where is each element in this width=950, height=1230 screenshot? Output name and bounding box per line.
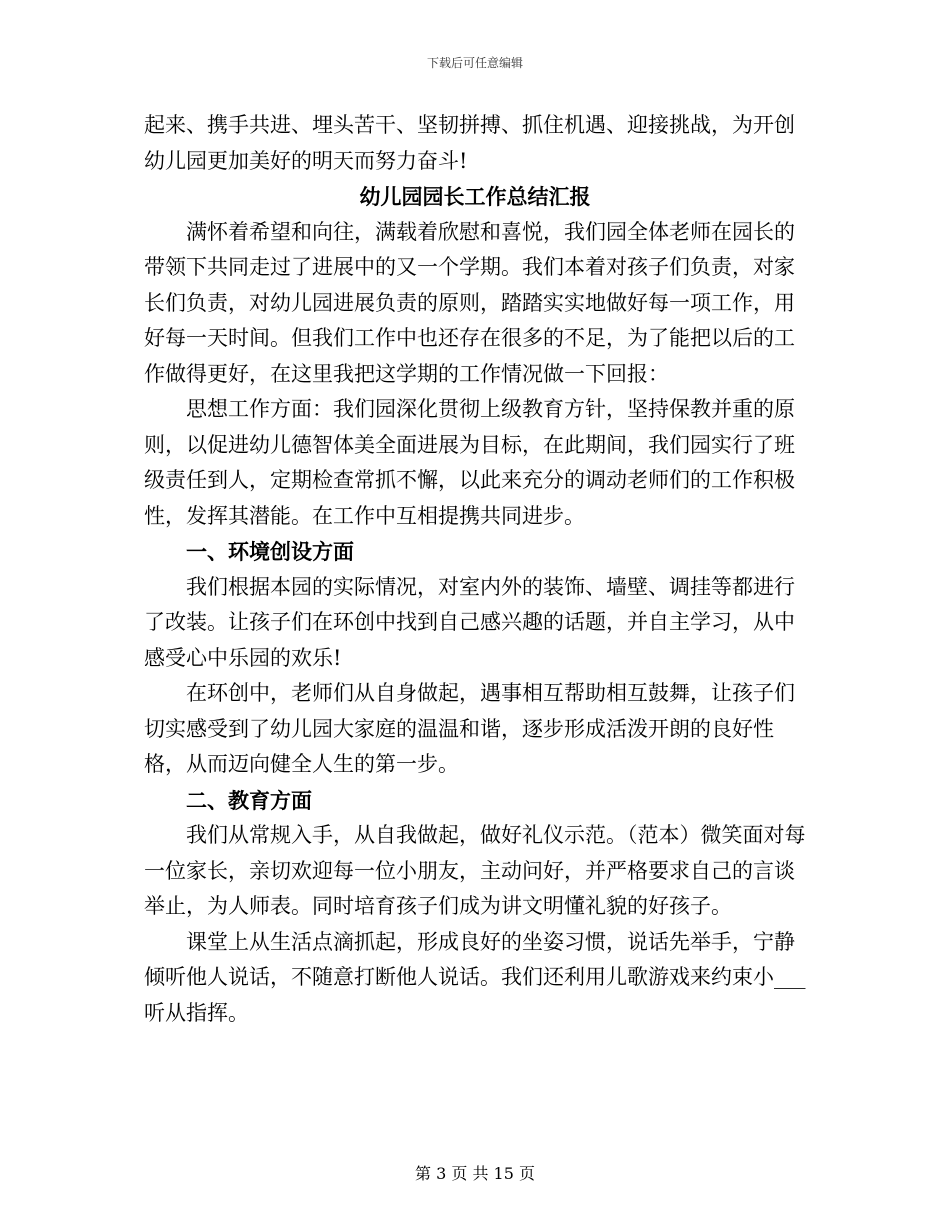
document-title: 幼儿园园长工作总结汇报 [359, 184, 591, 209]
page-header: 下载后可任意编辑 [426, 56, 523, 70]
document-body [144, 108, 806, 1031]
paragraph-ideology: 思想工作方面：我们园深化贯彻上级教育方针，坚持保教并重的原则，以促进幼儿德智体美全面进展为目标，在此期间，我们园实行了班级责任到人，定期检查常抓不懈，以此来充分的调动老师们的工作积极性，发挥其潜能。在工作中互相提携共同进步。 [144, 397, 795, 528]
section-heading-education: 二、教育方面 [186, 787, 312, 813]
paragraph-intro: 满怀着希望和向往，满载着欣慰和喜悦，我们园全体老师在园长的带领下共同走过了进展中的又一个学期。我们本着对孩子们负责，对家长们负责，对幼儿园进展负责的原则，踏踏实实地做好每一项工作，用好每一天时间。但我们工作中也还存在很多的不足，为了能把以后的工作做得更好，在这里我把这学期的工作情况做一下回报： [144, 219, 795, 386]
page-footer: 第 3 页 共 15 页 [415, 1164, 535, 1183]
paragraph-continuation: 起来、携手共进、埋头苦干、坚韧拼搏、抓住机遇、迎接挑战，为开创幼儿园更加美好的明天而努力奋斗! [144, 113, 795, 173]
paragraph-environment-2: 在环创中，老师们从自身做起，遇事相互帮助相互鼓舞，让孩子们切实感受到了幼儿园大家庭的温温和谐，逐步形成活泼开朗的良好性格，从而迈向健全人生的第一步。 [144, 681, 795, 776]
section-heading-environment: 一、环境创设方面 [186, 539, 354, 564]
paragraph-environment-1: 我们根据本园的实际情况，对室内外的装饰、墙壁、调挂等都进行了改装。让孩子们在环创中找到自己感兴趣的话题，并自主学习，从中感受心中乐园的欢乐! [144, 574, 795, 670]
paragraph-education-1: 我们从常规入手，从自我做起，做好礼仪示范。（范本）微笑面对每一位家长，亲切欢迎每一位小朋友，主动问好，并严格要求自己的言谈举止，为人师表。同时培育孩子们成为讲文明懂礼貌的好孩子。 [144, 823, 806, 918]
paragraph-education-2: 课堂上从生活点滴抓起，形成良好的坐姿习惯，说话先举手，宁静倾听他人说话，不随意打断他人说话。我们还利用儿歌游戏来约束小___听从指挥。 [144, 929, 806, 1025]
